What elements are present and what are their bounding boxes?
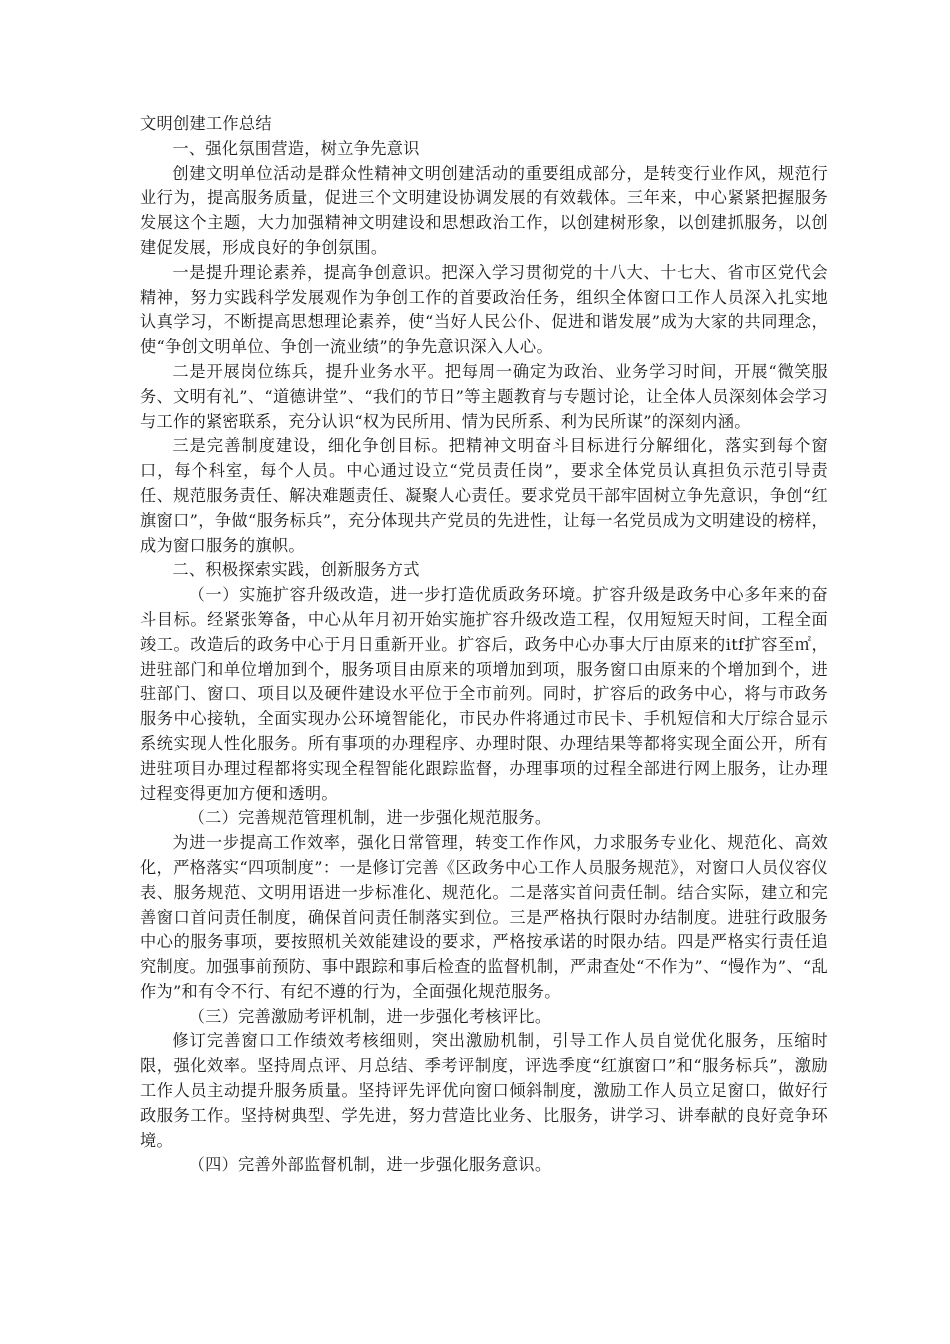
paragraph: 二是开展岗位练兵，提升业务水平。把每周一确定为政治、业务学习时间，开展“微笑服务、文明有礼”、“道德讲堂”、“我们的节日”等主题教育与专题讨论，让全体人员深刻体会学习与工作的紧密联系，充分认识“权为民所用、情为民所系、利为民所谋”的深刻内涵。 bbox=[140, 361, 828, 431]
paragraph: 修订完善窗口工作绩效考核细则，突出激励机制，引导工作人员自觉优化服务，压缩时限，强化效率。坚持周点评、月总结、季考评制度，评选季度“红旗窗口”和“服务标兵”，激励工作人员主动提升服务质量。坚持评先评优向窗口倾斜制度，激励工作人员立足窗口，做好行政服务工作。坚持树典型、学先进，努力营造比业务、比服务，讲学习、讲奉献的良好竞争环境。 bbox=[140, 1031, 828, 1150]
paragraph: 三是完善制度建设，细化争创目标。把精神文明奋斗目标进行分解细化，落实到每个窗口，每个科室，每个人员。中心通过设立“党员责任岗”，要求全体党员认真担负示范引导责任、规范服务责任、解决难题责任、凝聚人心责任。要求党员干部牢固树立争先意识，争创“红旗窗口”，争做“服务标兵”，充分体现共产党员的先进性，让每一名党员成为文明建设的榜样，成为窗口服务的旗帜。 bbox=[140, 436, 828, 555]
paragraph: 一是提升理论素养，提高争创意识。把深入学习贯彻党的十八大、十七大、省市区党代会精神，努力实践科学发展观作为争创工作的首要政治任务，组织全体窗口工作人员深入扎实地认真学习，不断提高思想理论素养，使“当好人民公仆、促进和谐发展”成为大家的共同理念，使“争创文明单位、争创一流业绩”的争先意识深入人心。 bbox=[140, 262, 828, 357]
section-heading-1: 一、强化氛围营造，树立争先意识 bbox=[172, 138, 420, 158]
subsection-paragraph: （一）实施扩容升级改造，进一步打造优质政务环境。扩容升级是政务中心多年来的奋斗目标。经紧张筹备，中心从年月初开始实施扩容升级改造工程，仅用短短天时间，工程全面竣工。改造后的政务中心于月日重新开业。扩容后，政务中心办事大厅由原来的itf扩容至㎡，进驻部门和单位增加到个，服务项目由原来的项增加到项，服务窗口由原来的个增加到个，进驻部门、窗口、项目以及硬件建设水平位于全市前列。同时，扩容后的政务中心，将与市政务服务中心接轨，全面实现办公环境智能化，市民办件将通过市民卡、手机短信和大厅综合显示系统实现人性化服务。所有事项的办理程序、办理时限、办理结果等都将实现全面公开，所有进驻项目办理过程都将实现全程智能化跟踪监督，办理事项的过程全部进行网上服务，让办理过程变得更加方便和透明。 bbox=[140, 585, 828, 803]
subsection-heading: （二）完善规范管理机制，进一步强化规范服务。 bbox=[188, 808, 552, 828]
section-heading-2: 二、积极探索实践，创新服务方式 bbox=[172, 560, 420, 580]
subsection-heading: （三）完善激励考评机制，进一步强化考核评比。 bbox=[188, 1006, 552, 1026]
paragraph: 为进一步提高工作效率，强化日常管理，转变工作作风，力求服务专业化、规范化、高效化，严格落实“四项制度”：一是修订完善《区政务中心工作人员服务规范》，对窗口人员仪容仪表、服务规范、文明用语进一步标准化、规范化。二是落实首问责任制。结合实际，建立和完善窗口首问责任制度，确保首问责任制落实到位。三是严格执行限时办结制度。进驻行政服务中心的服务事项，要按照机关效能建设的要求，严格按承诺的时限办结。四是严格实行责任追究制度。加强事前预防、事中跟踪和事后检查的监督机制，严肃查处“不作为”、“慢作为”、“乱作为”和有令不行、有纪不遵的行为，全面强化规范服务。 bbox=[140, 833, 828, 1001]
subsection-heading: （四）完善外部监督机制，进一步强化服务意识。 bbox=[188, 1155, 552, 1175]
document-body bbox=[140, 112, 828, 1178]
document-title: 文明创建工作总结 bbox=[140, 114, 272, 133]
paragraph: 创建文明单位活动是群众性精神文明创建活动的重要组成部分，是转变行业作风，规范行业行为，提高服务质量，促进三个文明建设协调发展的有效载体。三年来，中心紧紧把握服务发展这个主题，大力加强精神文明建设和思想政治工作，以创建树形象，以创建抓服务，以创建促发展，形成良好的争创氛围。 bbox=[140, 163, 828, 257]
